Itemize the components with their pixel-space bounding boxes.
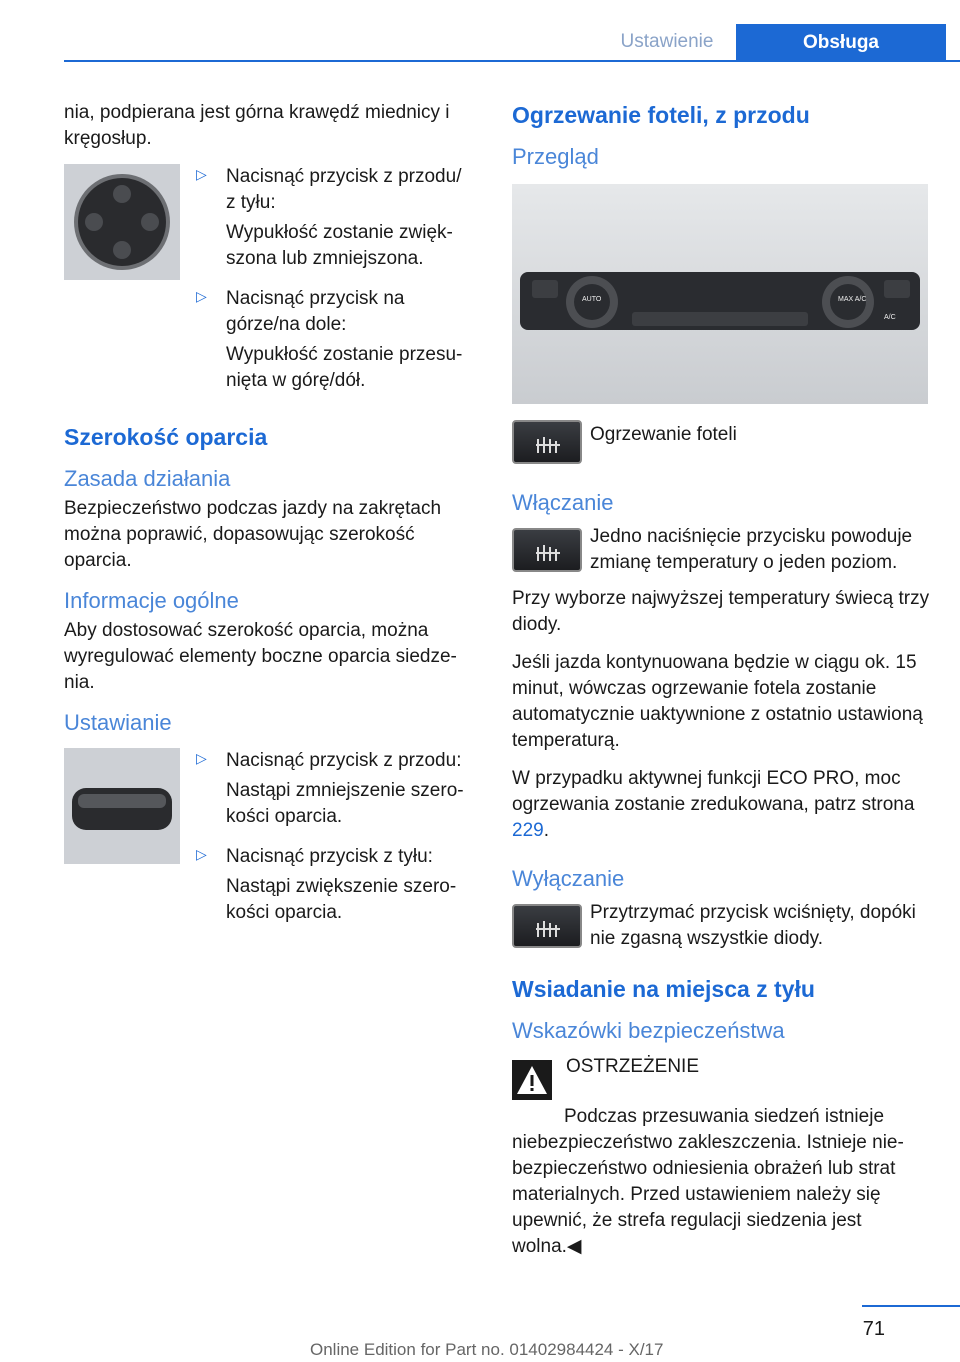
subsection-general: Informacje ogólne (64, 588, 239, 613)
left-column (64, 100, 474, 940)
general-text: Aby dostosować szerokość oparcia, można wyregulować elementy boczne oparcia siedzenia. (64, 620, 457, 693)
seat-heating-icon (512, 528, 582, 572)
triangle-bullet-icon: ▷ (196, 846, 207, 862)
instruction-result: Nastąpi zmniejszenie szerokości oparcia. (226, 780, 464, 827)
panel-label-ac: A/C (884, 314, 896, 321)
instruction-result: Wypukłość zostanie zwiększona lub zmniejszona. (226, 222, 453, 269)
triangle-bullet-icon: ▷ (196, 288, 207, 304)
instruction-action: Nacisnąć przycisk z przodu/ z tyłu: (226, 166, 462, 213)
warning-block (512, 1054, 932, 1100)
subsection-overview: Przegląd (512, 144, 599, 169)
subsection-safety: Wskazówki bezpieczeństwa (512, 1018, 785, 1043)
seat-heating-icon (512, 420, 582, 464)
subsection-off: Wyłączanie (512, 866, 625, 891)
tab-section[interactable]: Ustawienie (620, 31, 714, 52)
warning-label: OSTRZEŻENIE (566, 1056, 700, 1077)
section-title-heating: Ogrzewanie foteli, z przodu (512, 102, 810, 128)
heating-caption-row (512, 420, 932, 460)
off-row (512, 900, 932, 952)
width-block (64, 748, 474, 940)
warning-text: Podczas przesuwania siedzeń istnieje niebezpieczeństwo zakleszczenia. Istnieje niebezpieczeństwo odniesienia obrażeń lub strat materialnych. Przed ustawieniem należy się upewnić, że strefa regulacji siedzenia jest wolna.◀ (512, 1106, 904, 1257)
right-column (512, 100, 932, 1272)
on-text-4: W przypadku aktywnej funkcji ECO PRO, moc ogrzewania zostanie zredukowana, patrz strona 229. (512, 768, 915, 841)
principle-text: Bezpieczeństwo podczas jazdy na zakrętach można poprawić, dopasowując szerokość oparcia. (64, 498, 442, 571)
subsection-on: Włączanie (512, 490, 614, 515)
section-title-width: Szerokość oparcia (64, 424, 268, 450)
tab-chapter[interactable]: Obsługa (736, 24, 946, 62)
on-text-3: Jeśli jazda kontynuowana będzie w ciągu ok. 15 minut, wówczas ogrzewanie fotela zostanie automatycznie uaktywnione z ostatnio ustawioną temperaturą. (512, 652, 923, 751)
page-link[interactable]: 229 (512, 820, 544, 841)
panel-label-auto: AUTO (582, 296, 602, 303)
subsection-principle: Zasada działania (64, 466, 231, 491)
heating-caption: Ogrzewanie foteli (590, 424, 737, 445)
list-item (194, 748, 474, 830)
triangle-bullet-icon: ▷ (196, 166, 207, 182)
section-title-rear: Wsiadanie na miejsca z tyłu (512, 976, 815, 1002)
footer-rule (862, 1305, 960, 1307)
lumbar-block (64, 164, 474, 408)
lumbar-control-image (64, 164, 180, 280)
climate-panel-image (512, 184, 928, 404)
page-number: 71 (862, 1318, 885, 1340)
instruction-action: Nacisnąć przycisk na górze/na dole: (226, 288, 405, 335)
lumbar-instructions (194, 164, 474, 408)
on-text-4-body: W przypadku aktywnej funkcji ECO PRO, moc ogrzewania zostanie zredukowana, patrz strona (512, 768, 915, 815)
on-text-2: Przy wyborze najwyższej temperatury świecą trzy diody. (512, 588, 930, 635)
seat-heating-icon (512, 904, 582, 948)
instruction-result: Nastąpi zwiększenie szerokości oparcia. (226, 876, 457, 923)
intro-text: nia, podpierana jest górna krawędź miednicy i kręgosłup. (64, 102, 450, 149)
on-row (512, 524, 932, 576)
warning-triangle-icon (512, 1060, 552, 1100)
panel-label-max: MAX A/C (838, 296, 867, 303)
list-item (194, 286, 474, 394)
list-item (194, 844, 474, 926)
instruction-action: Nacisnąć przycisk z przodu: (226, 750, 462, 771)
off-text: Przytrzymać przycisk wciśnięty, dopóki nie zgasną wszystkie diody. (590, 902, 916, 949)
width-instructions (194, 748, 474, 940)
on-text: Jedno naciśnięcie przycisku powoduje zmianę temperatury o jeden poziom. (590, 526, 913, 573)
instruction-action: Nacisnąć przycisk z tyłu: (226, 846, 433, 867)
triangle-bullet-icon: ▷ (196, 750, 207, 766)
width-control-image (64, 748, 180, 864)
list-item (194, 164, 474, 272)
edition-note: Online Edition for Part no. 01402984424 - X/17 (310, 1340, 664, 1359)
instruction-result: Wypukłość zostanie przesunięta w górę/dół. (226, 344, 463, 391)
subsection-setting: Ustawianie (64, 710, 172, 735)
